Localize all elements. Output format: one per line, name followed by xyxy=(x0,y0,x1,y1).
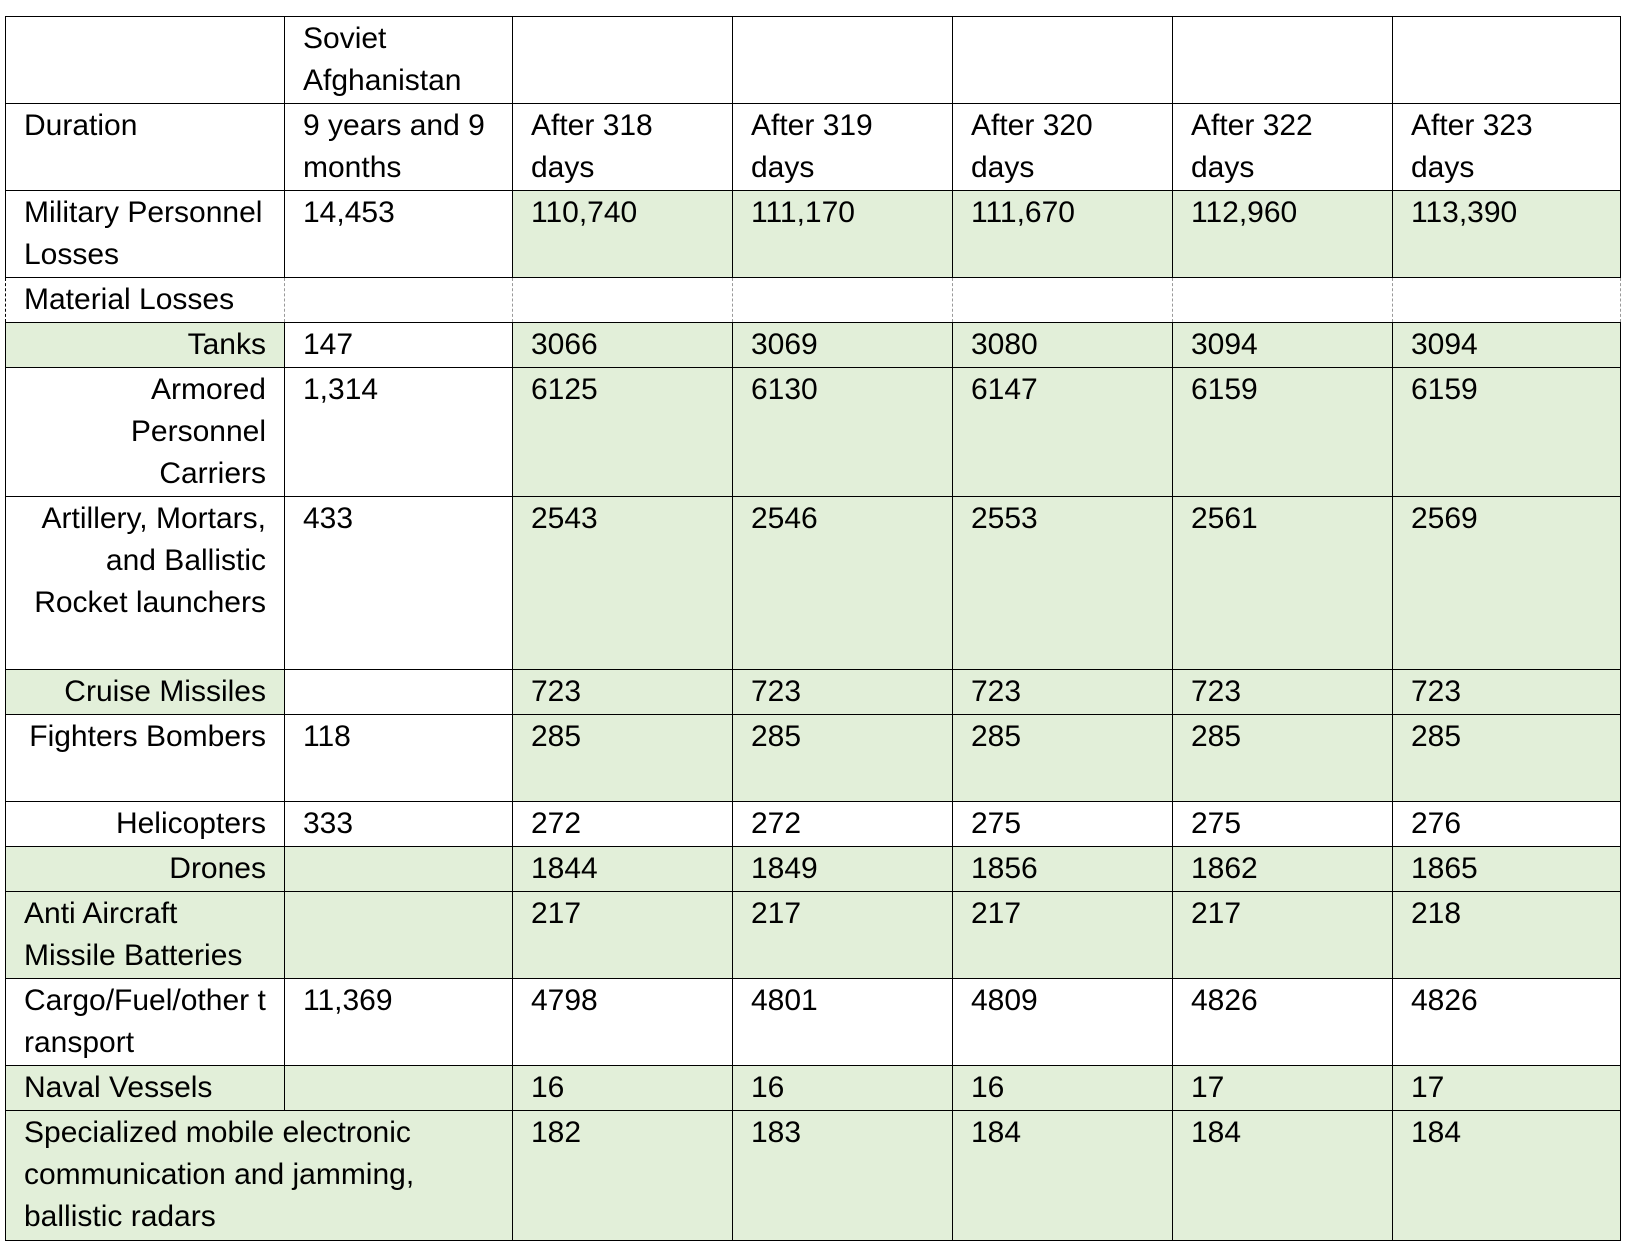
row-label: Tanks xyxy=(6,323,285,368)
value-cell: 110,740 xyxy=(513,191,733,278)
row-label: Cargo/Fuel/other transport xyxy=(6,979,285,1066)
value-cell: 2543 xyxy=(513,497,733,670)
soviet-value xyxy=(285,892,513,979)
value-cell: 1849 xyxy=(733,847,953,892)
value-cell: 3080 xyxy=(953,323,1173,368)
value-cell: 1862 xyxy=(1173,847,1393,892)
header-cell xyxy=(1173,17,1393,104)
row-label: Helicopters xyxy=(6,802,285,847)
value-cell: 3066 xyxy=(513,323,733,368)
row-label: Armored Personnel Carriers xyxy=(6,368,285,497)
value-cell: 285 xyxy=(513,715,733,802)
table-row-helicopters xyxy=(6,802,1621,847)
header-cell xyxy=(953,17,1173,104)
soviet-value: 333 xyxy=(285,802,513,847)
value-cell: 2546 xyxy=(733,497,953,670)
value-cell: 275 xyxy=(953,802,1173,847)
value-cell: 217 xyxy=(1173,892,1393,979)
value-cell xyxy=(733,278,953,323)
value-cell: 272 xyxy=(733,802,953,847)
soviet-value: 147 xyxy=(285,323,513,368)
value-cell: 4798 xyxy=(513,979,733,1066)
losses-table xyxy=(5,16,1621,1241)
value-cell: 111,670 xyxy=(953,191,1173,278)
value-cell: After 320 days xyxy=(953,104,1173,191)
value-cell: 6147 xyxy=(953,368,1173,497)
value-cell xyxy=(1393,278,1621,323)
value-cell: 217 xyxy=(953,892,1173,979)
value-cell: 111,170 xyxy=(733,191,953,278)
table-row-anti-aircraft xyxy=(6,892,1621,979)
row-label: Anti Aircraft Missile Batteries xyxy=(6,892,285,979)
value-cell: 272 xyxy=(513,802,733,847)
value-cell: 1844 xyxy=(513,847,733,892)
table-row-apc xyxy=(6,368,1621,497)
value-cell: After 318 days xyxy=(513,104,733,191)
value-cell: 275 xyxy=(1173,802,1393,847)
soviet-value xyxy=(285,670,513,715)
value-cell: 16 xyxy=(953,1066,1173,1111)
value-cell: 723 xyxy=(953,670,1173,715)
header-cell xyxy=(513,17,733,104)
table-row-artillery xyxy=(6,497,1621,670)
soviet-value: 14,453 xyxy=(285,191,513,278)
soviet-value xyxy=(285,1066,513,1111)
value-cell: After 323 days xyxy=(1393,104,1621,191)
row-label: Specialized mobile electronic communication and jamming, ballistic radars xyxy=(6,1111,513,1241)
soviet-value: 118 xyxy=(285,715,513,802)
value-cell: After 322 days xyxy=(1173,104,1393,191)
value-cell: 16 xyxy=(733,1066,953,1111)
row-label: Material Losses xyxy=(6,278,285,323)
value-cell: 6130 xyxy=(733,368,953,497)
value-cell: After 319 days xyxy=(733,104,953,191)
table-row-naval xyxy=(6,1066,1621,1111)
row-label: Fighters Bombers xyxy=(6,715,285,802)
header-cell xyxy=(733,17,953,104)
value-cell: 184 xyxy=(1173,1111,1393,1241)
value-cell xyxy=(1173,278,1393,323)
value-cell: 276 xyxy=(1393,802,1621,847)
soviet-value: 1,314 xyxy=(285,368,513,497)
table-row-electronic xyxy=(6,1111,1621,1241)
value-cell: 113,390 xyxy=(1393,191,1621,278)
value-cell: 6125 xyxy=(513,368,733,497)
value-cell: 3094 xyxy=(1173,323,1393,368)
value-cell: 112,960 xyxy=(1173,191,1393,278)
table-row-duration xyxy=(6,104,1621,191)
value-cell: 4826 xyxy=(1173,979,1393,1066)
table-row-tanks xyxy=(6,323,1621,368)
value-cell: 3069 xyxy=(733,323,953,368)
value-cell: 2561 xyxy=(1173,497,1393,670)
table-row-material-losses xyxy=(6,278,1621,323)
value-cell: 4801 xyxy=(733,979,953,1066)
value-cell: 285 xyxy=(953,715,1173,802)
row-label: Cruise Missiles xyxy=(6,670,285,715)
value-cell xyxy=(953,278,1173,323)
value-cell: 182 xyxy=(513,1111,733,1241)
table-row-cruise-missiles xyxy=(6,670,1621,715)
value-cell: 17 xyxy=(1393,1066,1621,1111)
value-cell: 3094 xyxy=(1393,323,1621,368)
header-empty-cell xyxy=(6,17,285,104)
value-cell: 217 xyxy=(513,892,733,979)
table-row-fighters xyxy=(6,715,1621,802)
value-cell: 4826 xyxy=(1393,979,1621,1066)
value-cell: 723 xyxy=(513,670,733,715)
value-cell: 723 xyxy=(1393,670,1621,715)
value-cell: 285 xyxy=(733,715,953,802)
value-cell: 16 xyxy=(513,1066,733,1111)
value-cell: 1856 xyxy=(953,847,1173,892)
value-cell: 285 xyxy=(1393,715,1621,802)
header-soviet-afghanistan: Soviet Afghanistan xyxy=(285,17,513,104)
soviet-value xyxy=(285,278,513,323)
value-cell: 17 xyxy=(1173,1066,1393,1111)
table-row-drones xyxy=(6,847,1621,892)
value-cell: 285 xyxy=(1173,715,1393,802)
row-label: Artillery, Mortars, and Ballistic Rocket launchers xyxy=(6,497,285,670)
soviet-value: 9 years and 9 months xyxy=(285,104,513,191)
value-cell: 2569 xyxy=(1393,497,1621,670)
value-cell xyxy=(513,278,733,323)
value-cell: 218 xyxy=(1393,892,1621,979)
table-row-personnel xyxy=(6,191,1621,278)
soviet-value xyxy=(285,847,513,892)
value-cell: 217 xyxy=(733,892,953,979)
value-cell: 6159 xyxy=(1173,368,1393,497)
value-cell: 184 xyxy=(953,1111,1173,1241)
value-cell: 184 xyxy=(1393,1111,1621,1241)
value-cell: 4809 xyxy=(953,979,1173,1066)
value-cell: 1865 xyxy=(1393,847,1621,892)
row-label: Duration xyxy=(6,104,285,191)
value-cell: 723 xyxy=(733,670,953,715)
row-label: Military Personnel Losses xyxy=(6,191,285,278)
value-cell: 723 xyxy=(1173,670,1393,715)
row-label: Drones xyxy=(6,847,285,892)
header-row xyxy=(6,17,1621,104)
value-cell: 6159 xyxy=(1393,368,1621,497)
soviet-value: 433 xyxy=(285,497,513,670)
value-cell: 183 xyxy=(733,1111,953,1241)
row-label: Naval Vessels xyxy=(6,1066,285,1111)
value-cell: 2553 xyxy=(953,497,1173,670)
soviet-value: 11,369 xyxy=(285,979,513,1066)
header-cell xyxy=(1393,17,1621,104)
table-row-cargo xyxy=(6,979,1621,1066)
